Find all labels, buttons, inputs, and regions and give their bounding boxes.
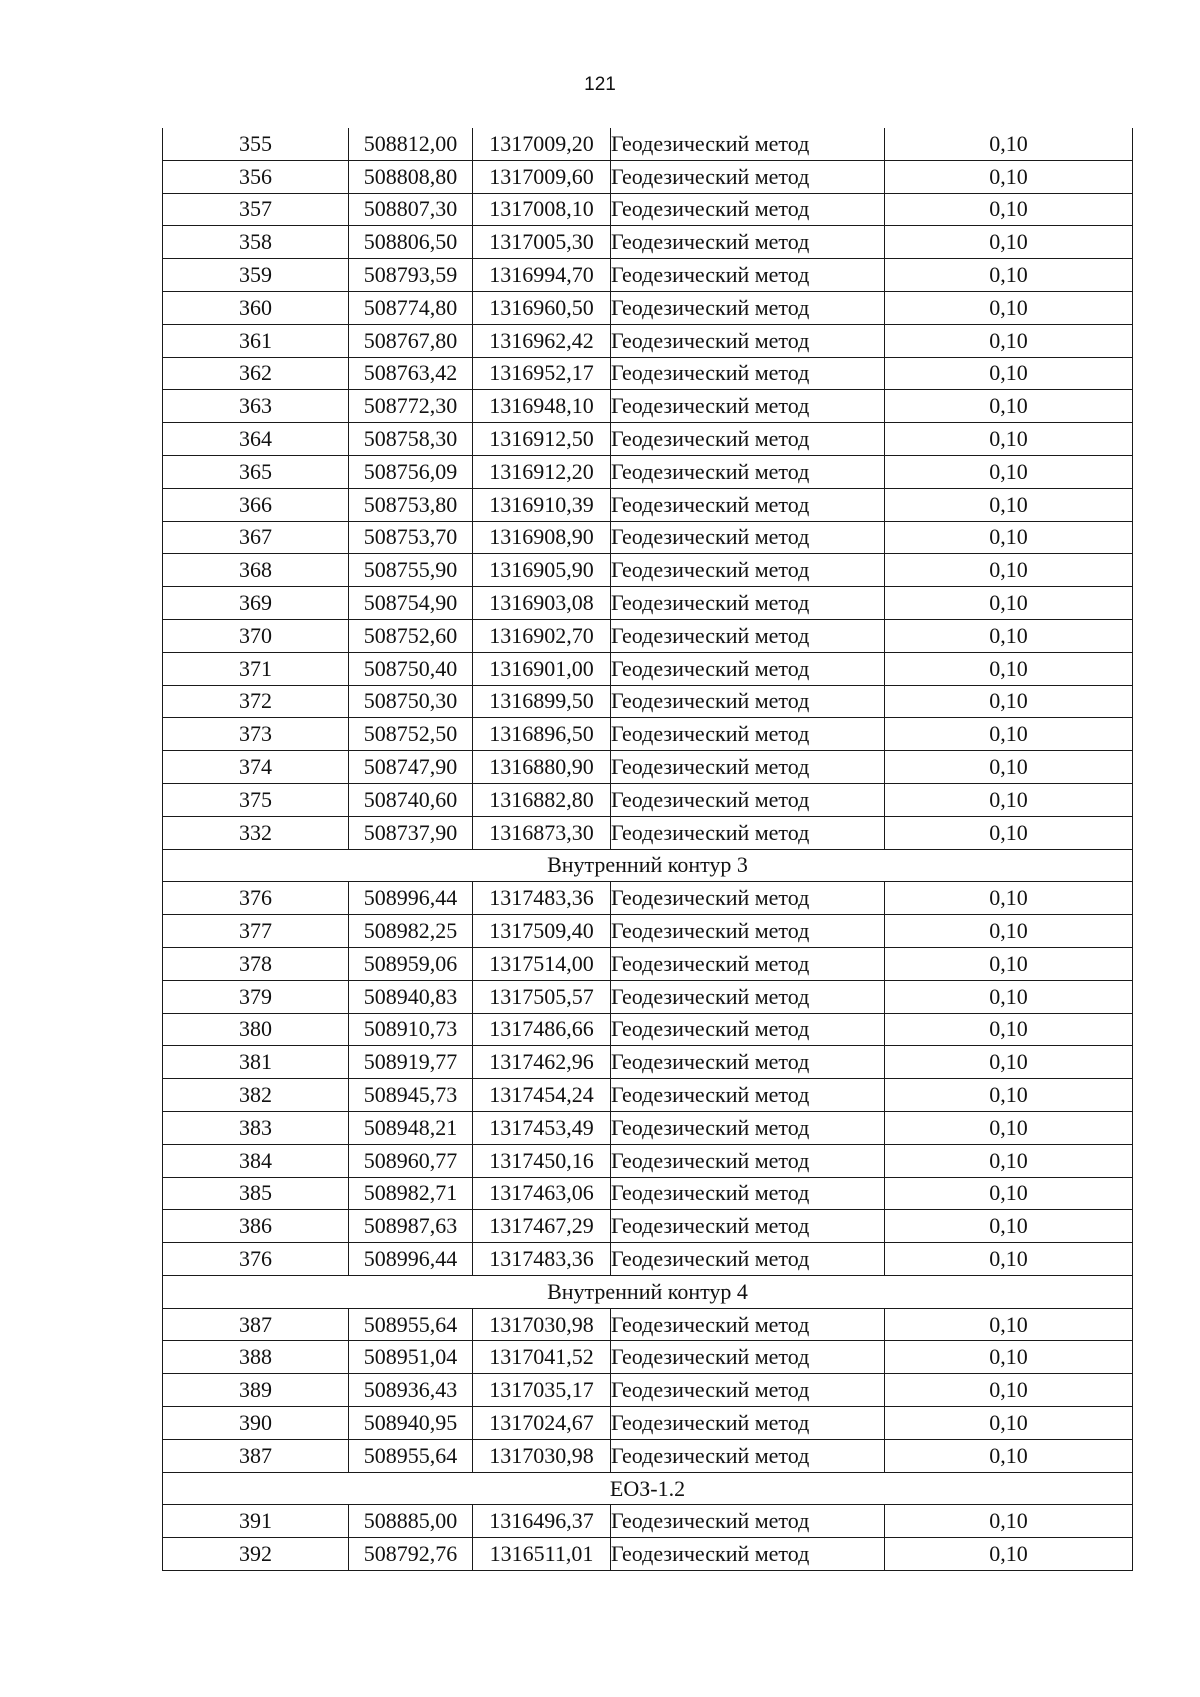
y-coordinate-cell: 1316910,39 [473, 488, 611, 521]
error-cell: 0,10 [885, 652, 1133, 685]
x-coordinate-cell: 508740,60 [349, 783, 473, 816]
point-number-cell: 385 [163, 1177, 349, 1210]
y-coordinate-cell: 1316948,10 [473, 390, 611, 423]
table-row [163, 1046, 1133, 1079]
method-cell: Геодезический метод [611, 1111, 885, 1144]
method-cell: Геодезический метод [611, 619, 885, 652]
point-number-cell: 357 [163, 193, 349, 226]
point-number-cell: 387 [163, 1439, 349, 1472]
point-number-cell: 376 [163, 1243, 349, 1276]
table-row [163, 1538, 1133, 1571]
error-cell: 0,10 [885, 521, 1133, 554]
x-coordinate-cell: 508996,44 [349, 1243, 473, 1276]
method-cell: Геодезический метод [611, 1538, 885, 1571]
error-cell: 0,10 [885, 915, 1133, 948]
point-number-cell: 377 [163, 915, 349, 948]
point-number-cell: 392 [163, 1538, 349, 1571]
table-row [163, 291, 1133, 324]
point-number-cell: 388 [163, 1341, 349, 1374]
table-row [163, 521, 1133, 554]
y-coordinate-cell: 1316912,50 [473, 423, 611, 456]
x-coordinate-cell: 508951,04 [349, 1341, 473, 1374]
point-number-cell: 390 [163, 1407, 349, 1440]
table-row [163, 1243, 1133, 1276]
x-coordinate-cell: 508807,30 [349, 193, 473, 226]
method-cell: Геодезический метод [611, 980, 885, 1013]
method-cell: Геодезический метод [611, 1243, 885, 1276]
section-title: Внутренний контур 3 [163, 849, 1133, 882]
point-number-cell: 372 [163, 685, 349, 718]
error-cell: 0,10 [885, 619, 1133, 652]
table-row [163, 1144, 1133, 1177]
x-coordinate-cell: 508750,40 [349, 652, 473, 685]
method-cell: Геодезический метод [611, 1341, 885, 1374]
point-number-cell: 373 [163, 718, 349, 751]
error-cell: 0,10 [885, 1538, 1133, 1571]
table-row [163, 1505, 1133, 1538]
y-coordinate-cell: 1316901,00 [473, 652, 611, 685]
method-cell: Геодезический метод [611, 259, 885, 292]
point-number-cell: 387 [163, 1308, 349, 1341]
table-row [163, 1079, 1133, 1112]
table-row [163, 455, 1133, 488]
point-number-cell: 384 [163, 1144, 349, 1177]
x-coordinate-cell: 508996,44 [349, 882, 473, 915]
point-number-cell: 361 [163, 324, 349, 357]
table-row [163, 324, 1133, 357]
x-coordinate-cell: 508750,30 [349, 685, 473, 718]
method-cell: Геодезический метод [611, 521, 885, 554]
point-number-cell: 365 [163, 455, 349, 488]
error-cell: 0,10 [885, 1046, 1133, 1079]
table-row [163, 751, 1133, 784]
y-coordinate-cell: 1317041,52 [473, 1341, 611, 1374]
x-coordinate-cell: 508753,80 [349, 488, 473, 521]
point-number-cell: 369 [163, 587, 349, 620]
point-number-cell: 332 [163, 816, 349, 849]
point-number-cell: 366 [163, 488, 349, 521]
method-cell: Геодезический метод [611, 423, 885, 456]
method-cell: Геодезический метод [611, 357, 885, 390]
error-cell: 0,10 [885, 816, 1133, 849]
error-cell: 0,10 [885, 488, 1133, 521]
error-cell: 0,10 [885, 1210, 1133, 1243]
table-row [163, 128, 1133, 160]
y-coordinate-cell: 1317030,98 [473, 1308, 611, 1341]
method-cell: Геодезический метод [611, 1013, 885, 1046]
table-row [163, 1177, 1133, 1210]
error-cell: 0,10 [885, 193, 1133, 226]
point-number-cell: 375 [163, 783, 349, 816]
page-number: 121 [584, 74, 616, 95]
y-coordinate-cell: 1317467,29 [473, 1210, 611, 1243]
y-coordinate-cell: 1316960,50 [473, 291, 611, 324]
x-coordinate-cell: 508955,64 [349, 1308, 473, 1341]
method-cell: Геодезический метод [611, 1407, 885, 1440]
error-cell: 0,10 [885, 1013, 1133, 1046]
point-number-cell: 389 [163, 1374, 349, 1407]
table-row [163, 685, 1133, 718]
section-row [163, 1472, 1133, 1505]
error-cell: 0,10 [885, 259, 1133, 292]
point-number-cell: 374 [163, 751, 349, 784]
table-row [163, 718, 1133, 751]
x-coordinate-cell: 508959,06 [349, 947, 473, 980]
error-cell: 0,10 [885, 554, 1133, 587]
error-cell: 0,10 [885, 455, 1133, 488]
table-row [163, 554, 1133, 587]
y-coordinate-cell: 1316899,50 [473, 685, 611, 718]
error-cell: 0,10 [885, 1177, 1133, 1210]
x-coordinate-cell: 508774,80 [349, 291, 473, 324]
table-row [163, 816, 1133, 849]
method-cell: Геодезический метод [611, 718, 885, 751]
method-cell: Геодезический метод [611, 1079, 885, 1112]
y-coordinate-cell: 1316903,08 [473, 587, 611, 620]
point-number-cell: 367 [163, 521, 349, 554]
coordinates-table [162, 128, 1133, 1571]
point-number-cell: 386 [163, 1210, 349, 1243]
method-cell: Геодезический метод [611, 685, 885, 718]
y-coordinate-cell: 1317463,06 [473, 1177, 611, 1210]
y-coordinate-cell: 1317514,00 [473, 947, 611, 980]
x-coordinate-cell: 508982,71 [349, 1177, 473, 1210]
table-row [163, 357, 1133, 390]
error-cell: 0,10 [885, 291, 1133, 324]
table-row [163, 947, 1133, 980]
method-cell: Геодезический метод [611, 1144, 885, 1177]
method-cell: Геодезический метод [611, 1308, 885, 1341]
method-cell: Геодезический метод [611, 193, 885, 226]
point-number-cell: 355 [163, 128, 349, 160]
y-coordinate-cell: 1317505,57 [473, 980, 611, 1013]
error-cell: 0,10 [885, 1243, 1133, 1276]
y-coordinate-cell: 1317005,30 [473, 226, 611, 259]
method-cell: Геодезический метод [611, 1374, 885, 1407]
x-coordinate-cell: 508982,25 [349, 915, 473, 948]
point-number-cell: 363 [163, 390, 349, 423]
error-cell: 0,10 [885, 980, 1133, 1013]
section-row [163, 1275, 1133, 1308]
y-coordinate-cell: 1317462,96 [473, 1046, 611, 1079]
error-cell: 0,10 [885, 128, 1133, 160]
y-coordinate-cell: 1316873,30 [473, 816, 611, 849]
table-row [163, 915, 1133, 948]
y-coordinate-cell: 1317024,67 [473, 1407, 611, 1440]
point-number-cell: 378 [163, 947, 349, 980]
table-row [163, 390, 1133, 423]
y-coordinate-cell: 1317509,40 [473, 915, 611, 948]
x-coordinate-cell: 508793,59 [349, 259, 473, 292]
error-cell: 0,10 [885, 423, 1133, 456]
y-coordinate-cell: 1317450,16 [473, 1144, 611, 1177]
y-coordinate-cell: 1316880,90 [473, 751, 611, 784]
method-cell: Геодезический метод [611, 587, 885, 620]
error-cell: 0,10 [885, 751, 1133, 784]
point-number-cell: 360 [163, 291, 349, 324]
x-coordinate-cell: 508806,50 [349, 226, 473, 259]
y-coordinate-cell: 1316496,37 [473, 1505, 611, 1538]
x-coordinate-cell: 508737,90 [349, 816, 473, 849]
error-cell: 0,10 [885, 390, 1133, 423]
error-cell: 0,10 [885, 882, 1133, 915]
method-cell: Геодезический метод [611, 128, 885, 160]
x-coordinate-cell: 508955,64 [349, 1439, 473, 1472]
point-number-cell: 368 [163, 554, 349, 587]
point-number-cell: 391 [163, 1505, 349, 1538]
method-cell: Геодезический метод [611, 291, 885, 324]
y-coordinate-cell: 1316952,17 [473, 357, 611, 390]
y-coordinate-cell: 1317009,60 [473, 160, 611, 193]
method-cell: Геодезический метод [611, 652, 885, 685]
table-row [163, 1111, 1133, 1144]
x-coordinate-cell: 508948,21 [349, 1111, 473, 1144]
x-coordinate-cell: 508987,63 [349, 1210, 473, 1243]
y-coordinate-cell: 1317483,36 [473, 882, 611, 915]
y-coordinate-cell: 1317483,36 [473, 1243, 611, 1276]
x-coordinate-cell: 508792,76 [349, 1538, 473, 1571]
y-coordinate-cell: 1316908,90 [473, 521, 611, 554]
x-coordinate-cell: 508936,43 [349, 1374, 473, 1407]
y-coordinate-cell: 1317008,10 [473, 193, 611, 226]
error-cell: 0,10 [885, 1111, 1133, 1144]
table-row [163, 652, 1133, 685]
method-cell: Геодезический метод [611, 783, 885, 816]
x-coordinate-cell: 508767,80 [349, 324, 473, 357]
method-cell: Геодезический метод [611, 226, 885, 259]
x-coordinate-cell: 508919,77 [349, 1046, 473, 1079]
x-coordinate-cell: 508940,95 [349, 1407, 473, 1440]
coordinates-table-body [163, 128, 1133, 1571]
y-coordinate-cell: 1316511,01 [473, 1538, 611, 1571]
x-coordinate-cell: 508756,09 [349, 455, 473, 488]
method-cell: Геодезический метод [611, 1177, 885, 1210]
method-cell: Геодезический метод [611, 488, 885, 521]
x-coordinate-cell: 508940,83 [349, 980, 473, 1013]
error-cell: 0,10 [885, 1439, 1133, 1472]
table-row [163, 980, 1133, 1013]
point-number-cell: 364 [163, 423, 349, 456]
method-cell: Геодезический метод [611, 816, 885, 849]
point-number-cell: 370 [163, 619, 349, 652]
error-cell: 0,10 [885, 1341, 1133, 1374]
error-cell: 0,10 [885, 226, 1133, 259]
y-coordinate-cell: 1317453,49 [473, 1111, 611, 1144]
error-cell: 0,10 [885, 587, 1133, 620]
y-coordinate-cell: 1316994,70 [473, 259, 611, 292]
x-coordinate-cell: 508910,73 [349, 1013, 473, 1046]
error-cell: 0,10 [885, 1407, 1133, 1440]
table-row [163, 1308, 1133, 1341]
table-row [163, 488, 1133, 521]
y-coordinate-cell: 1317486,66 [473, 1013, 611, 1046]
error-cell: 0,10 [885, 1079, 1133, 1112]
table-row [163, 226, 1133, 259]
section-title: ЕОЗ-1.2 [163, 1472, 1133, 1505]
y-coordinate-cell: 1316962,42 [473, 324, 611, 357]
x-coordinate-cell: 508758,30 [349, 423, 473, 456]
point-number-cell: 358 [163, 226, 349, 259]
table-row [163, 783, 1133, 816]
error-cell: 0,10 [885, 685, 1133, 718]
method-cell: Геодезический метод [611, 390, 885, 423]
table-row [163, 1439, 1133, 1472]
method-cell: Геодезический метод [611, 1210, 885, 1243]
point-number-cell: 379 [163, 980, 349, 1013]
point-number-cell: 380 [163, 1013, 349, 1046]
table-row [163, 619, 1133, 652]
x-coordinate-cell: 508752,50 [349, 718, 473, 751]
method-cell: Геодезический метод [611, 160, 885, 193]
x-coordinate-cell: 508812,00 [349, 128, 473, 160]
method-cell: Геодезический метод [611, 915, 885, 948]
error-cell: 0,10 [885, 718, 1133, 751]
error-cell: 0,10 [885, 1308, 1133, 1341]
table-row [163, 1374, 1133, 1407]
x-coordinate-cell: 508755,90 [349, 554, 473, 587]
table-row [163, 160, 1133, 193]
method-cell: Геодезический метод [611, 882, 885, 915]
point-number-cell: 371 [163, 652, 349, 685]
x-coordinate-cell: 508752,60 [349, 619, 473, 652]
method-cell: Геодезический метод [611, 455, 885, 488]
error-cell: 0,10 [885, 1374, 1133, 1407]
method-cell: Геодезический метод [611, 554, 885, 587]
method-cell: Геодезический метод [611, 947, 885, 980]
method-cell: Геодезический метод [611, 1505, 885, 1538]
x-coordinate-cell: 508763,42 [349, 357, 473, 390]
method-cell: Геодезический метод [611, 324, 885, 357]
x-coordinate-cell: 508753,70 [349, 521, 473, 554]
table-row [163, 1210, 1133, 1243]
method-cell: Геодезический метод [611, 1439, 885, 1472]
y-coordinate-cell: 1316882,80 [473, 783, 611, 816]
y-coordinate-cell: 1316912,20 [473, 455, 611, 488]
section-row [163, 849, 1133, 882]
x-coordinate-cell: 508945,73 [349, 1079, 473, 1112]
point-number-cell: 359 [163, 259, 349, 292]
x-coordinate-cell: 508772,30 [349, 390, 473, 423]
error-cell: 0,10 [885, 1505, 1133, 1538]
y-coordinate-cell: 1317009,20 [473, 128, 611, 160]
table-row [163, 193, 1133, 226]
error-cell: 0,10 [885, 783, 1133, 816]
error-cell: 0,10 [885, 324, 1133, 357]
error-cell: 0,10 [885, 947, 1133, 980]
section-title: Внутренний контур 4 [163, 1275, 1133, 1308]
point-number-cell: 381 [163, 1046, 349, 1079]
table-row [163, 1341, 1133, 1374]
point-number-cell: 362 [163, 357, 349, 390]
y-coordinate-cell: 1316905,90 [473, 554, 611, 587]
y-coordinate-cell: 1317030,98 [473, 1439, 611, 1472]
table-row [163, 1407, 1133, 1440]
y-coordinate-cell: 1317035,17 [473, 1374, 611, 1407]
table-row [163, 882, 1133, 915]
point-number-cell: 356 [163, 160, 349, 193]
x-coordinate-cell: 508885,00 [349, 1505, 473, 1538]
x-coordinate-cell: 508808,80 [349, 160, 473, 193]
y-coordinate-cell: 1317454,24 [473, 1079, 611, 1112]
table-row [163, 1013, 1133, 1046]
table-row [163, 259, 1133, 292]
x-coordinate-cell: 508754,90 [349, 587, 473, 620]
method-cell: Геодезический метод [611, 751, 885, 784]
error-cell: 0,10 [885, 160, 1133, 193]
y-coordinate-cell: 1316896,50 [473, 718, 611, 751]
table-row [163, 423, 1133, 456]
y-coordinate-cell: 1316902,70 [473, 619, 611, 652]
x-coordinate-cell: 508960,77 [349, 1144, 473, 1177]
table-row [163, 587, 1133, 620]
method-cell: Геодезический метод [611, 1046, 885, 1079]
error-cell: 0,10 [885, 357, 1133, 390]
x-coordinate-cell: 508747,90 [349, 751, 473, 784]
error-cell: 0,10 [885, 1144, 1133, 1177]
point-number-cell: 382 [163, 1079, 349, 1112]
point-number-cell: 376 [163, 882, 349, 915]
point-number-cell: 383 [163, 1111, 349, 1144]
